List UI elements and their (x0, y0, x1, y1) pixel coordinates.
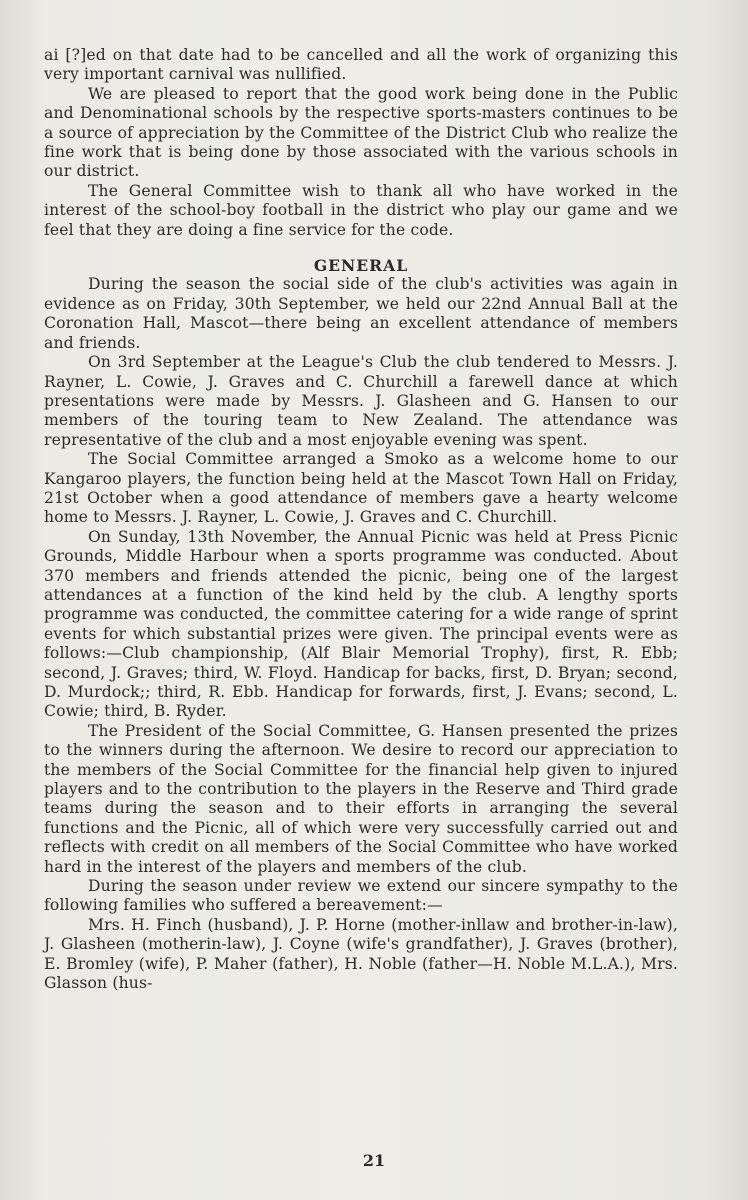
paragraph-schools: We are pleased to report that the good work being done in the Public and Denominational schools by the respective sports-masters continues to be a source of appreciation by the Committee of the District Club who realize the fine work that is being done by those associated with the various schools in our district. (44, 84, 678, 181)
section-heading-general: GENERAL (313, 256, 409, 276)
paragraph-smoko: The Social Committee arranged a Smoko as a welcome home to our Kangaroo players, the function being held at the Mascot Town Hall on Friday, 21st October when a good attendance of members gave a hearty welcome home to Messrs. J. Rayner, L. Cowie, J. Graves and C. Churchill. (44, 450, 678, 527)
paragraph-continuation: ai [?]ed on that date had to be cancelled and all the work of organizing this very important carnival was nullified. (44, 46, 678, 84)
body-text (44, 46, 678, 994)
paragraph-annual-ball: During the season the social side of the club's activities was again in evidence as on Friday, 30th September, we held our 22nd Annual Ball at the Coronation Hall, Mascot—there being an excellent attendance of members and friends. (44, 275, 678, 352)
page-number: 21 (362, 1151, 386, 1170)
paragraph-farewell-dance: On 3rd September at the League's Club the club tendered to Messrs. J. Rayner, L. Cowie, J. Graves and C. Churchill a farewell dance at which presentations were made by Messrs. J. Glasheen and G. Hansen to our members of the touring team to New Zealand. The attendance was representative of the club and a most enjoyable evening was spent. (44, 353, 678, 449)
paragraph-thanks: The General Committee wish to thank all who have worked in the interest of the school-boy football in the district who play our game and we feel that they are doing a fine service for the code. (44, 181, 678, 239)
paragraph-picnic: On Sunday, 13th November, the Annual Picnic was held at Press Picnic Grounds, Middle Harbour when a sports programme was conducted. About 370 members and friends attended the picnic, being one of the largest attendances at a function of the kind held by the club. A lengthy sports programme was conducted, the committee catering for a wide range of sprint events for which substantial prizes were given. The principal events were as follows:—Club championship, (Alf Blair Memorial Trophy), first, R. Ebb; second, J. Graves; third, W. Floyd. Handicap for backs, first, D. Bryan; second, D. Murdock;; third, R. Ebb. Handicap for forwards, first, J. Evans; second, L. Cowie; third, B. Ryder. (44, 527, 678, 721)
paragraph-social-committee: The President of the Social Committee, G. Hansen presented the prizes to the winners during the afternoon. We desire to record our appreciation to the members of the Social Committee for the financial help given to injured players and to the contribution to the players in the Reserve and Third grade teams during the season and to their efforts in arranging the several functions and the Picnic, all of which were very successfully carried out and reflects with credit on all members of the Social Committee who have worked hard in the interest of the players and members of the club. (44, 721, 678, 876)
paragraph-bereavement-list: Mrs. H. Finch (husband), J. P. Horne (mother-inllaw and brother-in-law), J. Glasheen (motherin-law), J. Coyne (wife's grandfather), J. Graves (brother), E. Bromley (wife), P. Maher (father), H. Noble (father—H. Noble M.L.A.), Mrs. Glasson (hus- (44, 915, 678, 993)
paragraph-sympathy: During the season under review we extend our sincere sympathy to the following families who suffered a bereavement:— (44, 877, 678, 915)
